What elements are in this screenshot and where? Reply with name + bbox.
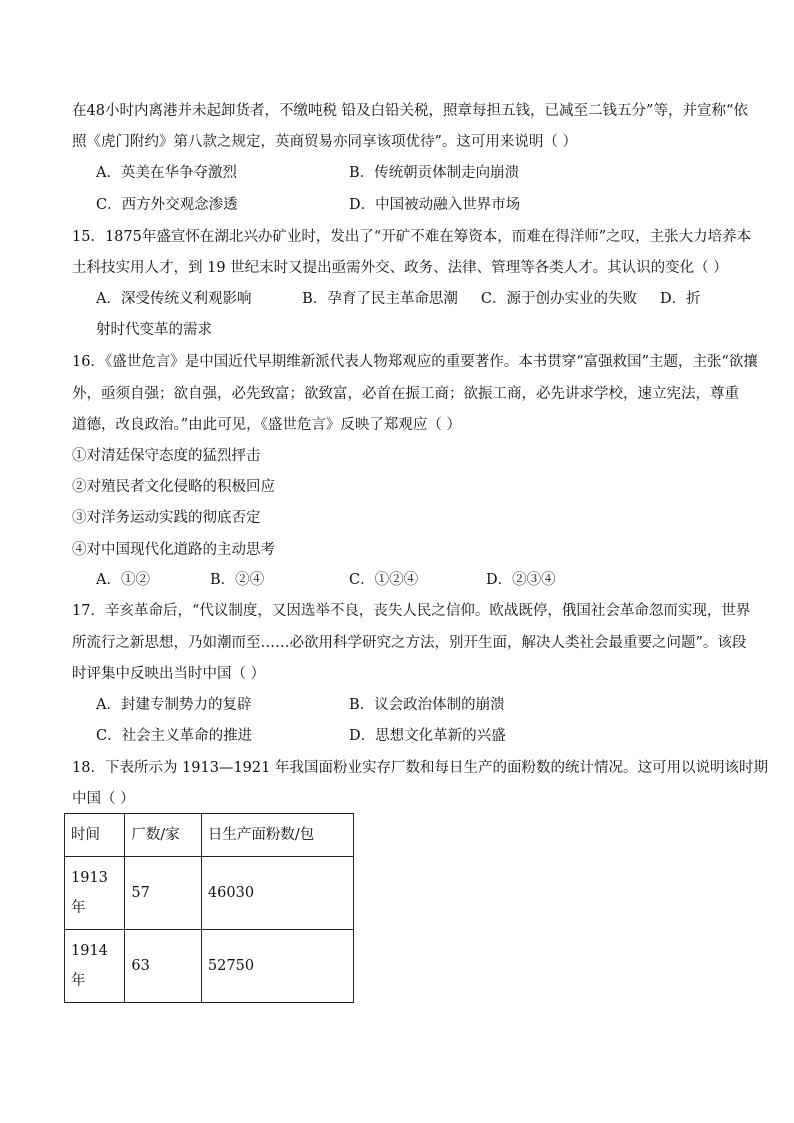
q16-item-1: ①对清廷保守态度的猛烈抨击 (72, 448, 261, 464)
table-cell-count: 57 (125, 857, 202, 930)
q16-option-c[interactable]: C．①②④ (349, 572, 419, 588)
q16-stem-line-3: 道德，改良政治。”由此可见，《盛世危言》反映了郑观应（ ） (72, 417, 462, 433)
table-cell-year-unit: 年 (71, 900, 86, 916)
table-header-bags: 日生产面粉数/包 (201, 814, 353, 857)
q18-stem-line-1: 18．下表所示为 1913—1921 年我国面粉业实存厂数和每日生产的面粉数的统计情况。这可用以说明该时期 (72, 760, 768, 776)
table-cell-count: 63 (125, 930, 202, 1003)
q17-stem-line-1: 17．辛亥革命后，“代议制度，又因选举不良，丧失人民之信仰。欧战既停，俄国社会革命忽而实现，世界 (72, 603, 751, 619)
table-row (65, 857, 354, 930)
table-cell-year-number: 1914 (71, 943, 108, 959)
q14-option-c[interactable]: C．西方外交观念渗透 (96, 197, 238, 213)
table-header-row (65, 814, 354, 857)
table-header-time: 时间 (65, 814, 125, 857)
q16-item-4: ④对中国现代化道路的主动思考 (72, 542, 275, 558)
q17-option-c[interactable]: C．社会主义革命的推进 (96, 728, 253, 744)
q16-option-a[interactable]: A．①② (96, 572, 150, 588)
q16-option-b[interactable]: B．②④ (210, 572, 265, 588)
table-cell-year (65, 857, 125, 930)
q14-option-b[interactable]: B．传统朝贡体制走向崩溃 (349, 165, 520, 181)
flour-industry-table (64, 813, 354, 1003)
q14-stem-line-2: 照《虎门附约》第八款之规定，英商贸易亦同享该项优待”。这可用来说明（ ） (72, 134, 578, 150)
table-cell-bags: 46030 (201, 857, 353, 930)
table-cell-bags: 52750 (201, 930, 353, 1003)
q16-option-d[interactable]: D．②③④ (486, 572, 556, 588)
table-cell-year-unit: 年 (71, 973, 86, 989)
q16-item-2: ②对殖民者文化侵略的积极回应 (72, 479, 275, 495)
q14-option-d[interactable]: D．中国被动融入世界市场 (349, 197, 521, 213)
table-row (65, 930, 354, 1003)
table-header-factories: 厂数/家 (125, 814, 202, 857)
table-cell-year (65, 930, 125, 1003)
q17-option-d[interactable]: D．思想文化革新的兴盛 (349, 728, 506, 744)
q15-option-d-continuation[interactable]: 射时代变革的需求 (96, 322, 212, 338)
q17-option-b[interactable]: B．议会政治体制的崩溃 (349, 697, 505, 713)
q15-options-line[interactable]: A．深受传统义利观影响 B．孕育了民主革命思潮 C．源于创办实业的失败 D．折 (96, 291, 701, 307)
table-cell-year-number: 1913 (71, 870, 108, 886)
q17-option-a[interactable]: A．封建专制势力的复辟 (96, 697, 252, 713)
q16-item-3: ③对洋务运动实践的彻底否定 (72, 510, 261, 526)
q14-option-a[interactable]: A．英美在华争夺激烈 (96, 165, 237, 181)
q15-stem-line-2: 土科技实用人才，到 19 世纪末时又提出亟需外交、政务、法律、管理等各类人才。其认识的变化（ ） (72, 260, 728, 276)
q14-stem-line-1: 在48小时内离港并未起卸货者，不缴吨税 铅及白铅关税，照章每担五钱，已减至二钱五分”等，并宣称“依 (72, 103, 748, 119)
q15-stem-line-1: 15．1875年盛宣怀在湖北兴办矿业时，发出了“开矿不难在筹资本，而难在得洋师”之叹，主张大力培养本 (72, 229, 752, 245)
q16-stem-line-1: 16．《盛世危言》是中国近代早期维新派代表人物郑观应的重要著作。本书贯穿“富强救国”主题，主张“欲攘 (72, 354, 758, 370)
q18-stem-line-2: 中国（ ） (72, 791, 135, 807)
q16-stem-line-2: 外，亟须自强；欲自强，必先致富；欲致富，必首在振工商；欲振工商，必先讲求学校，速立宪法，尊重 (72, 386, 739, 402)
q17-stem-line-2: 所流行之新思想，乃如潮而至……必欲用科学研究之方法，别开生面，解决人类社会最重要之问题”。该段 (72, 635, 747, 651)
q17-stem-line-3: 时评集中反映出当时中国（ ） (72, 666, 266, 682)
